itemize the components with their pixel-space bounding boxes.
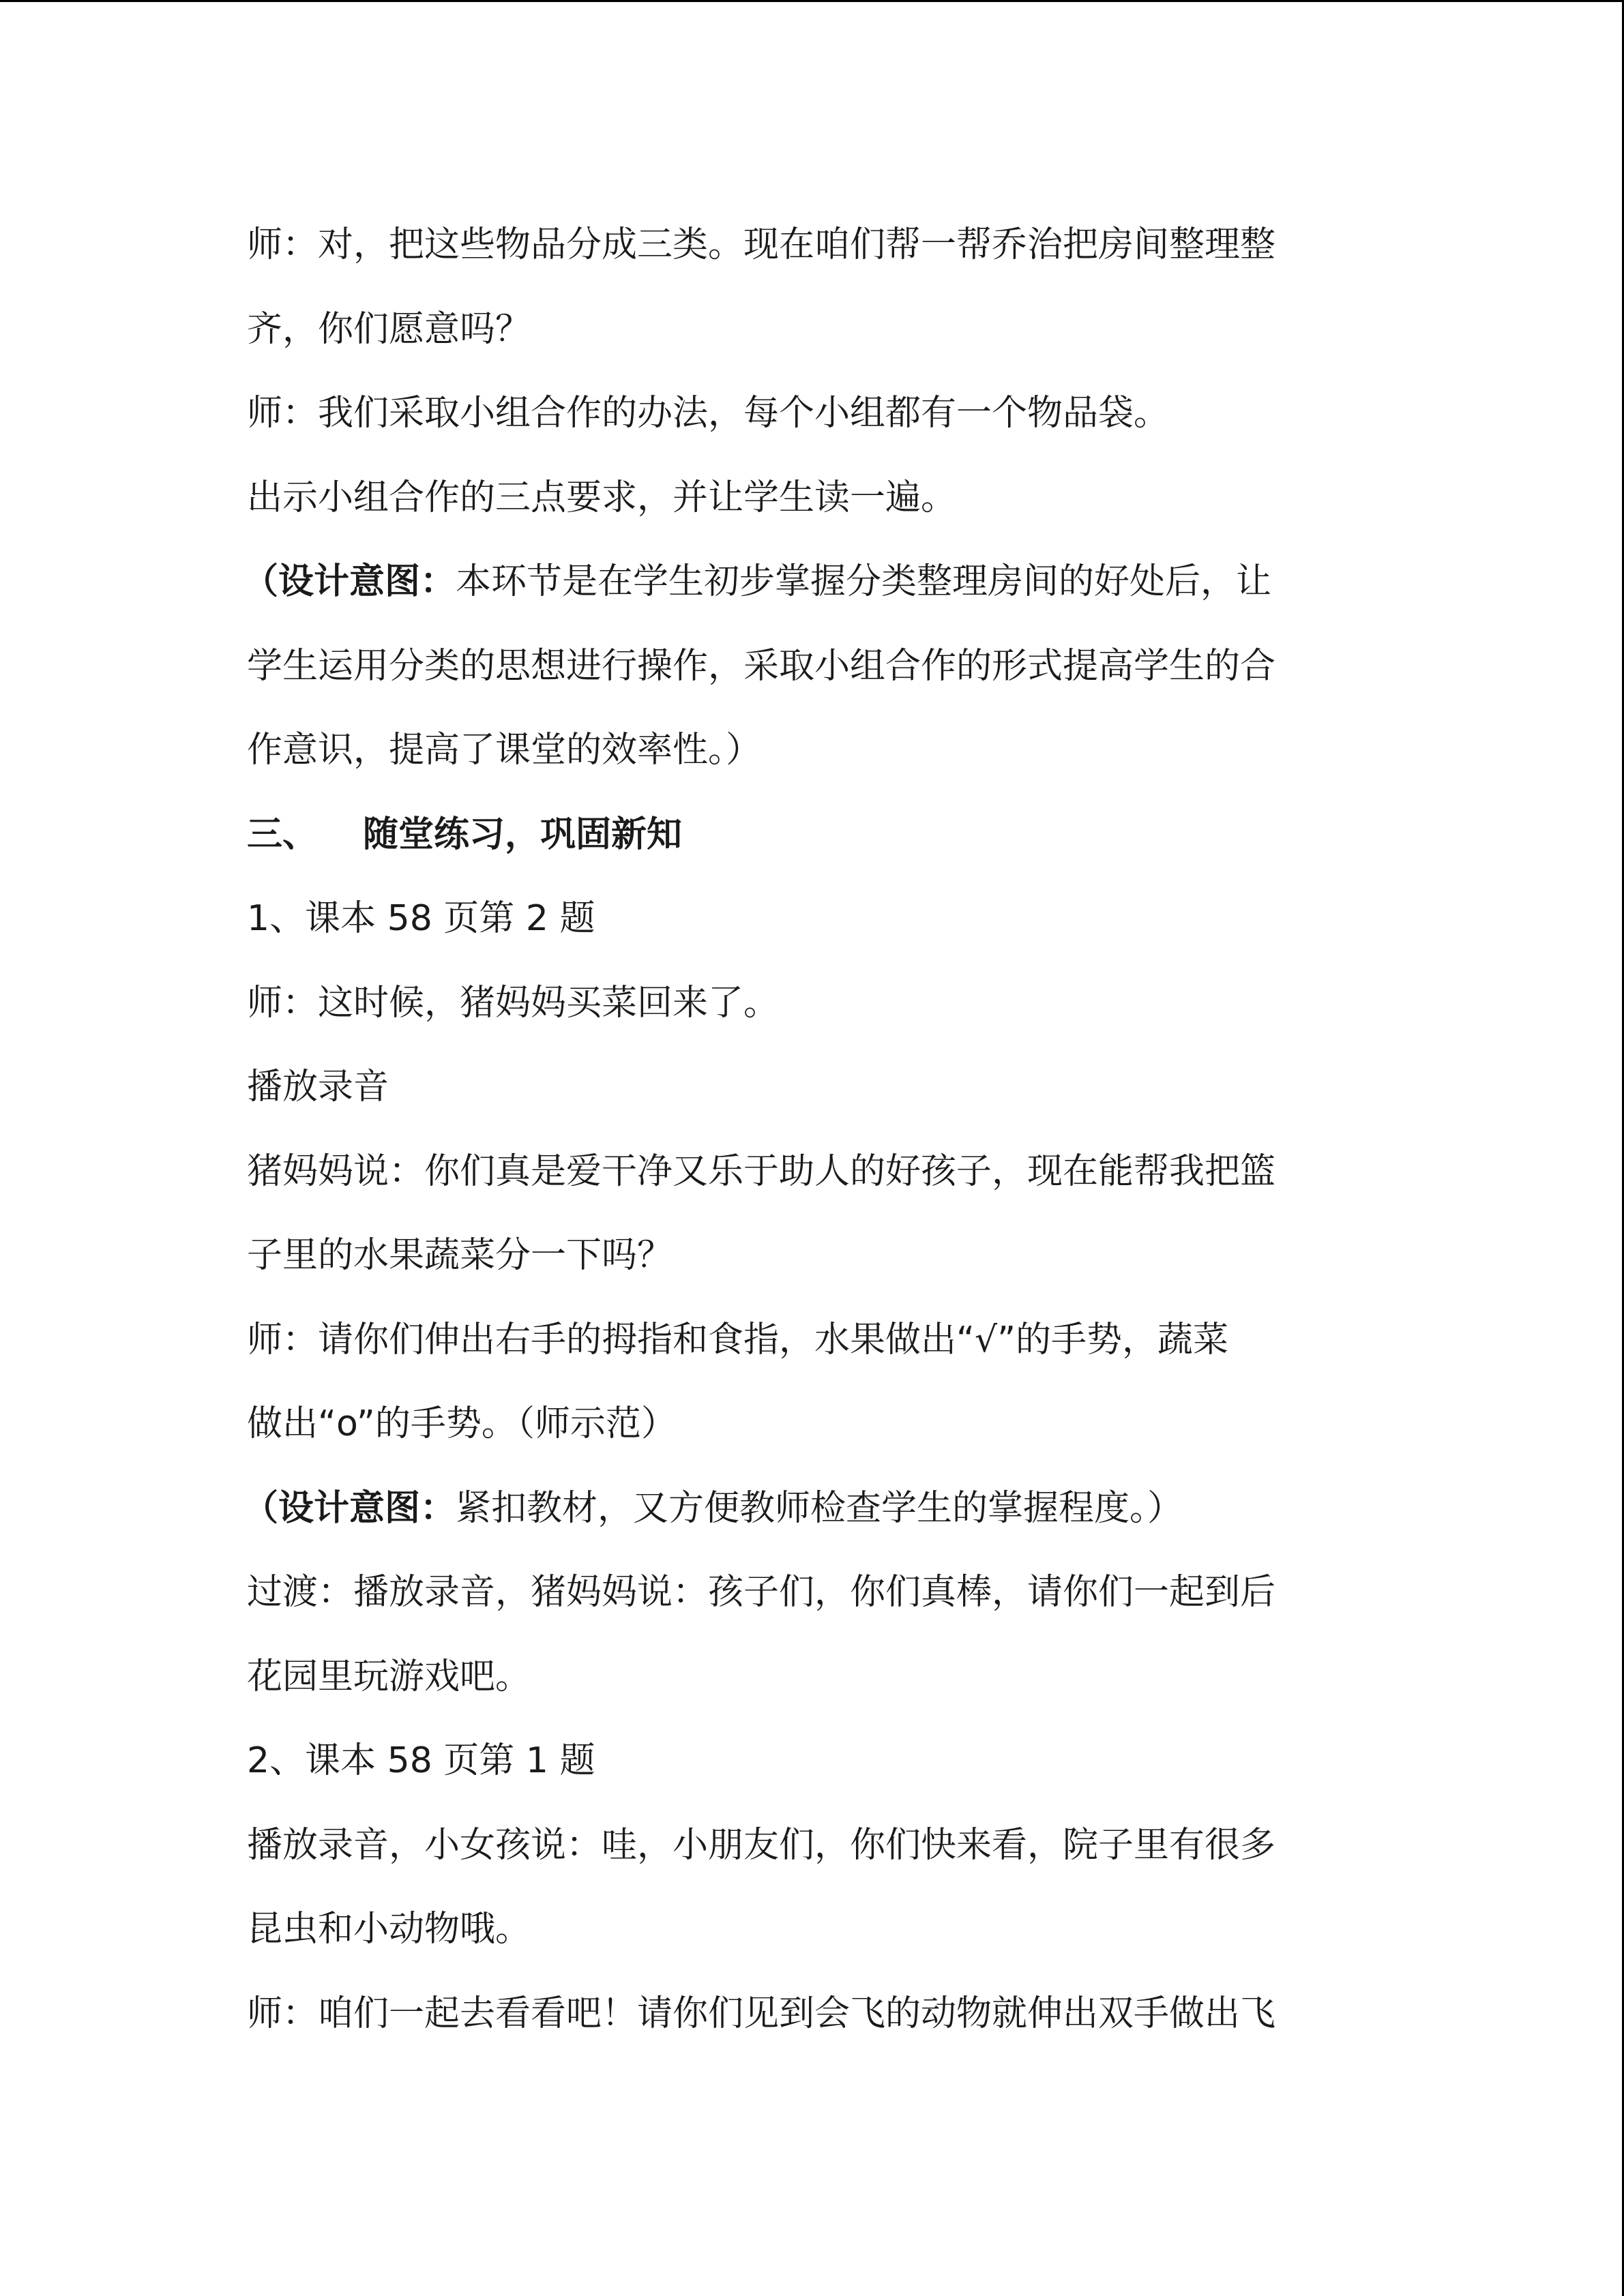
exercise-title: 2、课本 58 页第 1 题 (247, 1740, 595, 1781)
paragraph-line: 过渡：播放录音，猪妈妈说：孩子们，你们真棒，请你们一起到后 (247, 1572, 1276, 1613)
design-intent-line (243, 561, 1272, 602)
paragraph-line: 师：咱们一起去看看吧！请你们见到会飞的动物就伸出双手做出飞 (247, 1993, 1276, 2034)
section-title: 随堂练习，巩固新知 (363, 814, 683, 855)
design-intent-text: 紧扣教材，又方便教师检查学生的掌握程度。） (456, 1488, 1183, 1529)
paragraph-line: 猪妈妈说：你们真是爱干净又乐于助人的好孩子，现在能帮我把篮 (247, 1151, 1276, 1192)
paragraph-line: 播放录音 (247, 1067, 389, 1107)
paragraph-line: 师：请你们伸出右手的拇指和食指，水果做出“√”的手势，蔬菜 (247, 1320, 1229, 1360)
design-intent-label: （设计意图： (243, 561, 456, 602)
paragraph-line: 出示小组合作的三点要求，并让学生读一遍。 (247, 477, 957, 518)
design-intent-line (243, 1488, 1183, 1529)
paragraph-line: 齐，你们愿意吗？ (247, 309, 531, 350)
design-intent-label: （设计意图： (243, 1488, 456, 1529)
paragraph-line: 花园里玩游戏吧。 (247, 1656, 531, 1697)
section-heading (247, 814, 683, 855)
paragraph-line: 子里的水果蔬菜分一下吗？ (247, 1235, 673, 1276)
design-intent-text: 本环节是在学生初步掌握分类整理房间的好处后，让 (456, 561, 1272, 602)
exercise-title: 1、课本 58 页第 2 题 (247, 898, 595, 939)
paragraph-line: 师：这时候，猪妈妈买菜回来了。 (247, 983, 780, 1024)
paragraph-line: 师：对，把这些物品分成三类。现在咱们帮一帮乔治把房间整理整 (247, 224, 1276, 265)
paragraph-line: 学生运用分类的思想进行操作，采取小组合作的形式提高学生的合 (247, 646, 1276, 687)
paragraph-line: 昆虫和小动物哦。 (247, 1909, 531, 1950)
paragraph-line: 作意识，提高了课堂的效率性。） (247, 730, 762, 771)
paragraph-line: 做出“o”的手势。（师示范） (247, 1403, 677, 1444)
section-number: 三、 (247, 814, 319, 855)
paragraph-line: 播放录音，小女孩说：哇，小朋友们，你们快来看，院子里有很多 (247, 1825, 1276, 1866)
paragraph-line: 师：我们采取小组合作的办法，每个小组都有一个物品袋。 (247, 393, 1170, 434)
